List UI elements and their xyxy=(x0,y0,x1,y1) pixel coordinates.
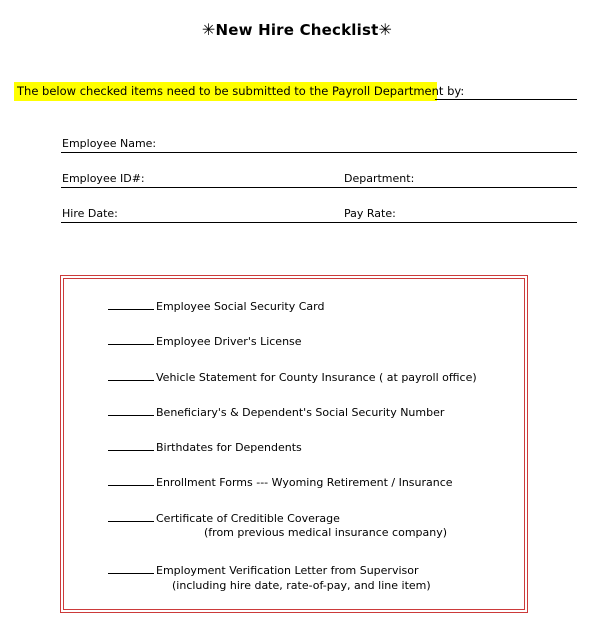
check-blank[interactable] xyxy=(108,509,154,522)
department-label: Department: xyxy=(344,172,415,185)
checklist-item-label: Employee Social Security Card xyxy=(156,300,325,313)
asterisk-icon: ✳ xyxy=(378,20,393,39)
check-blank[interactable] xyxy=(108,332,154,345)
checklist-item-label: Vehicle Statement for County Insurance ( at payroll office) xyxy=(156,371,477,384)
hire-date-row xyxy=(61,206,577,223)
checklist-item xyxy=(108,561,431,592)
checklist-item-note: (from previous medical insurance company) xyxy=(204,526,448,539)
payroll-notice-text: The below checked items need to be submitted to the Payroll Department by: xyxy=(14,82,437,101)
checklist-item xyxy=(108,403,444,419)
checklist-item-label: Beneficiary's & Dependent's Social Security Number xyxy=(156,406,445,419)
check-blank[interactable] xyxy=(108,368,154,381)
checklist-item-label: Employment Verification Letter from Supervisor xyxy=(156,564,419,577)
checklist-item-label: Birthdates for Dependents xyxy=(156,441,302,454)
check-blank[interactable] xyxy=(108,473,154,486)
submission-date-line[interactable] xyxy=(435,99,577,100)
employee-id-label: Employee ID#: xyxy=(62,172,145,185)
hire-date-label: Hire Date: xyxy=(62,207,118,220)
checklist-item xyxy=(108,438,302,454)
page-title xyxy=(0,20,594,39)
pay-rate-label: Pay Rate: xyxy=(344,207,396,220)
employee-name-field[interactable] xyxy=(61,136,577,153)
employee-id-row xyxy=(61,171,577,188)
check-blank[interactable] xyxy=(108,403,154,416)
check-blank[interactable] xyxy=(108,297,154,310)
asterisk-icon: ✳ xyxy=(201,20,216,39)
checklist-item xyxy=(108,473,453,489)
checklist-item xyxy=(108,297,325,313)
checklist-item xyxy=(108,368,477,384)
check-blank[interactable] xyxy=(108,561,154,574)
checklist-item xyxy=(108,509,448,539)
page-title-text: New Hire Checklist xyxy=(215,21,379,39)
checklist-item xyxy=(108,332,302,348)
employee-name-label: Employee Name: xyxy=(62,137,157,150)
payroll-notice xyxy=(14,82,577,102)
checklist-item-note: (including hire date, rate-of-pay, and line item) xyxy=(172,579,431,592)
check-blank[interactable] xyxy=(108,438,154,451)
checklist-item-label: Employee Driver's License xyxy=(156,335,302,348)
checklist-item-label: Certificate of Creditible Coverage xyxy=(156,512,340,525)
checklist-item-label: Enrollment Forms --- Wyoming Retirement / Insurance xyxy=(156,476,453,489)
